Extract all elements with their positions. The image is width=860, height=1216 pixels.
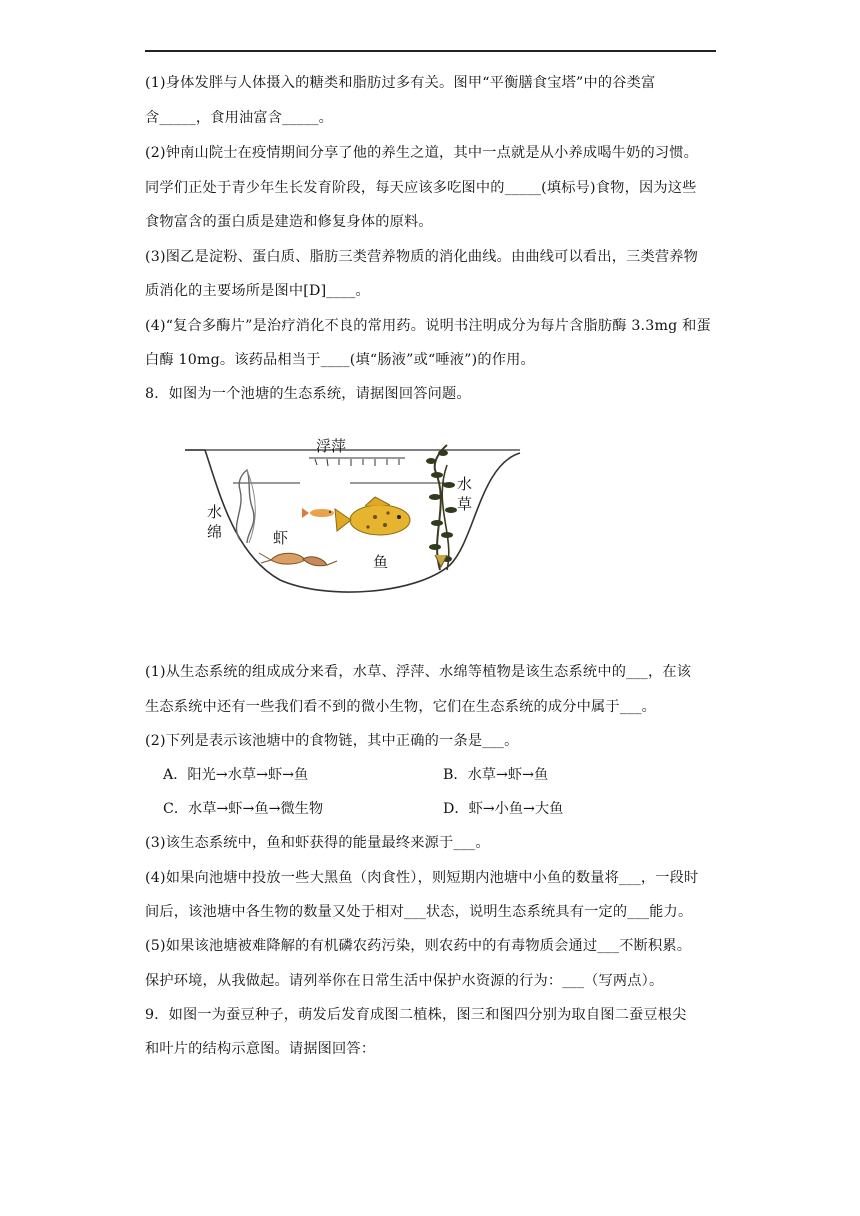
q8-stem: 8．如图为一个池塘的生态系统，请据图回答问题。 [145,386,471,402]
q7-1-line-1: (1)身体发胖与人体摄入的糖类和脂肪过多有关。图甲“平衡膳食宝塔”中的谷类富 [145,75,656,91]
option-a: A．阳光→水草→虾→鱼 [163,767,309,783]
q9-stem-line-2: 和叶片的结构示意图。请据图回答： [145,1041,376,1057]
header-rule [145,50,716,52]
q8-4-line-2: 间后，该池塘中各生物的数量又处于相对___状态，说明生态系统具有一定的___能力。 [145,904,693,920]
q7-1-line-2: 含_____，食用油富含_____。 [145,110,334,126]
q7-2-line-2: 同学们正处于青少年生长发育阶段，每天应该多吃图中的_____(填标号)食物，因为这些 [145,180,697,196]
option-c: C．水草→虾→鱼→微生物 [163,801,324,817]
pond-ecosystem-figure [185,435,525,595]
q8-1-line-1: (1)从生态系统的组成成分来看，水草、浮萍、水绵等植物是该生态系统中的___，在该 [145,664,692,680]
q9-stem-line-1: 9．如图一为蚕豆种子，萌发后发育成图二植株，图三和图四分别为取自图二蚕豆根尖 [145,1007,687,1023]
q7-3-line-2: 质消化的主要场所是图中[D]____。 [145,283,370,299]
label-duckweed: 浮萍 [316,437,347,455]
q7-2-line-3: 食物富含的蛋白质是建造和修复身体的原料。 [145,214,433,230]
label-waterweed-1: 水 [457,475,473,493]
big-fish-icon [335,497,410,535]
label-spirogyra-1: 水 [207,503,223,521]
option-d: D．虾→小鱼→大鱼 [443,801,564,817]
small-fish-icon [302,508,334,518]
q7-4-line-2: 白酶 10mg。该药品相当于____(填“肠液”或“唾液”)的作用。 [145,352,535,368]
q8-3-line: (3)该生态系统中，鱼和虾获得的能量最终来源于___。 [145,835,490,851]
q8-1-line-2: 生态系统中还有一些我们看不到的微小生物，它们在生态系统的成分中属于___。 [145,699,657,715]
waterweed-icon [426,445,457,570]
label-shrimp: 虾 [273,529,289,547]
duckweed-icon [309,458,405,466]
q8-2-line: (2)下列是表示该池塘中的食物链，其中正确的一条是___。 [145,733,519,749]
q7-3-line-1: (3)图乙是淀粉、蛋白质、脂肪三类营养物质的消化曲线。由曲线可以看出，三类营养物 [145,249,699,265]
q7-2-line-1: (2)钟南山院士在疫情期间分享了他的养生之道，其中一点就是从小养成喝牛奶的习惯。 [145,145,699,161]
option-b: B．水草→虾→鱼 [443,767,549,783]
shrimp-icon [259,553,337,566]
q8-4-line-1: (4)如果向池塘中投放一些大黑鱼（肉食性），则短期内池塘中小鱼的数量将___，一段时 [145,870,699,886]
label-spirogyra-2: 绵 [207,523,223,541]
q8-5-line-1: (5)如果该池塘被难降解的有机磷农药污染，则农药中的有毒物质会通过___不断积累。 [145,938,692,954]
label-fish: 鱼 [373,553,389,571]
q8-5-line-2: 保护环境，从我做起。请列举你在日常生活中保护水资源的行为：___（写两点）。 [145,973,664,989]
label-waterweed-2: 草 [457,495,473,513]
q7-4-line-1: (4)“复合多酶片”是治疗消化不良的常用药。说明书注明成分为每片含脂肪酶 3.3mg 和蛋 [145,318,711,334]
